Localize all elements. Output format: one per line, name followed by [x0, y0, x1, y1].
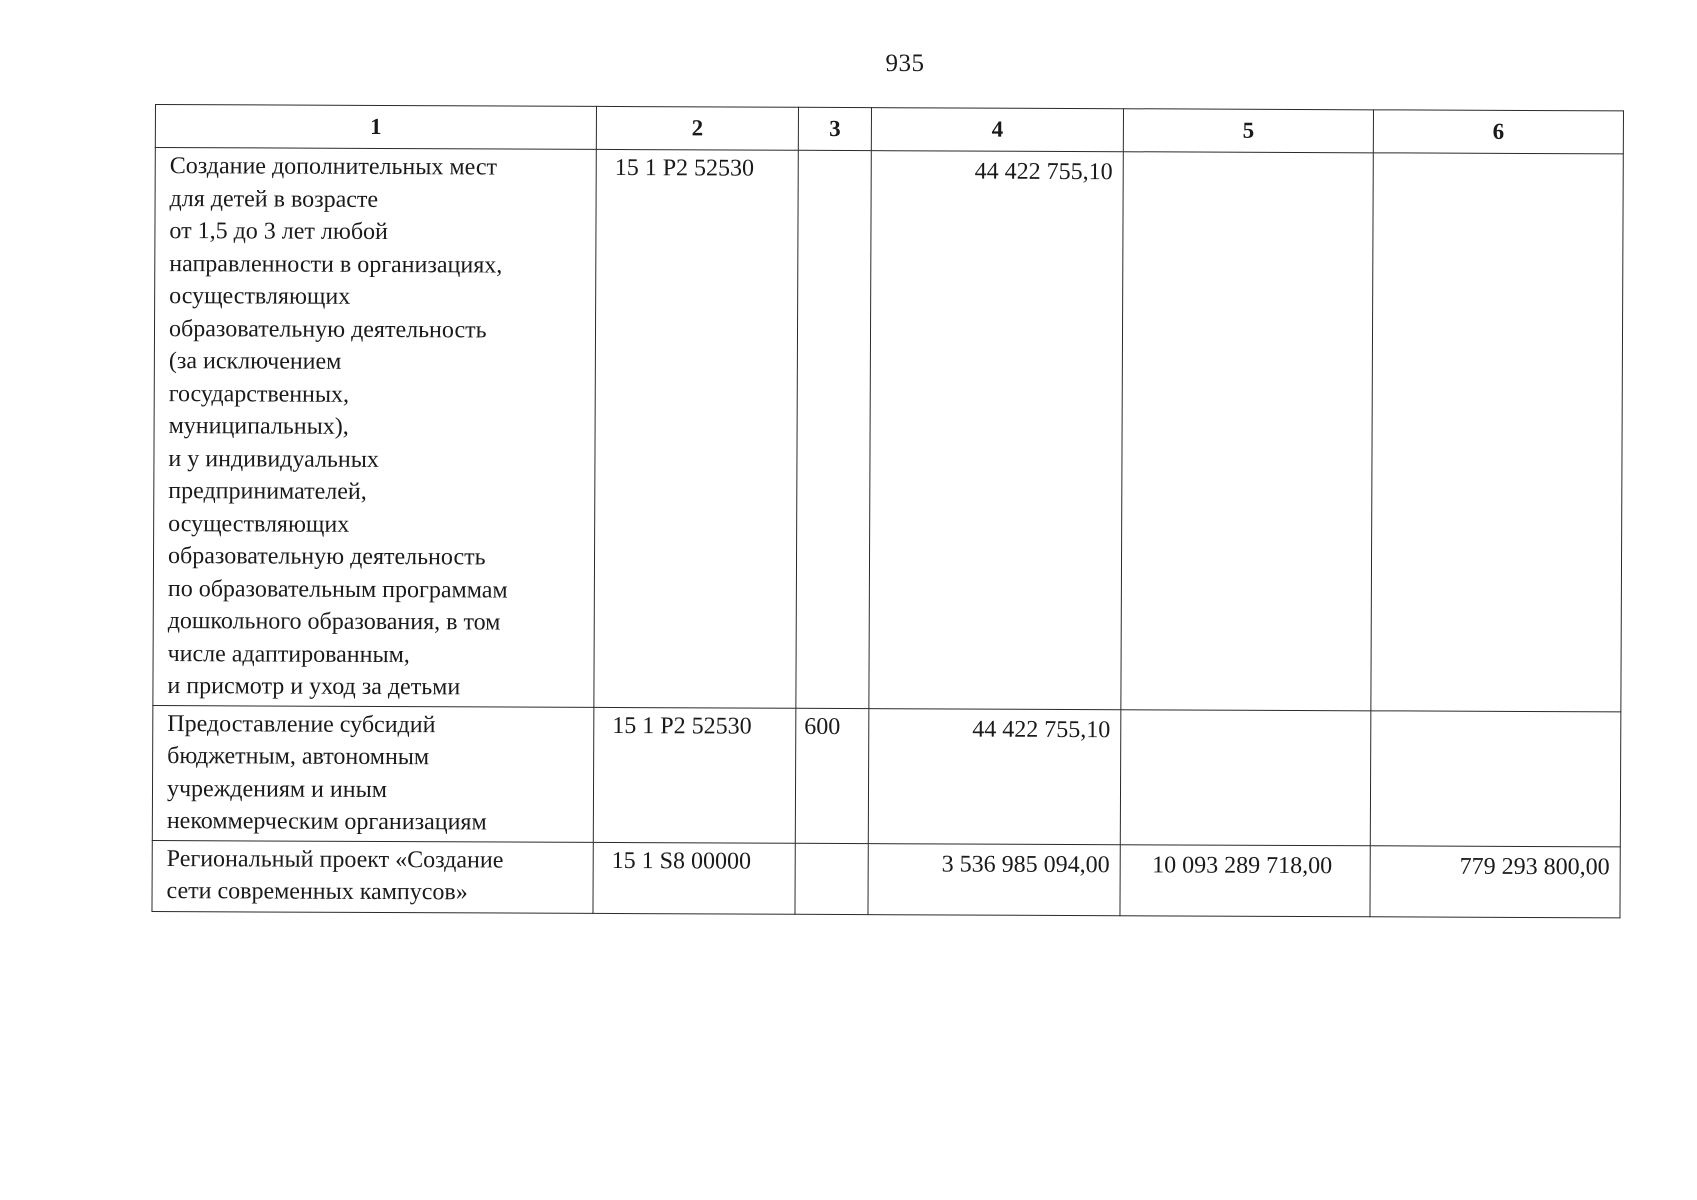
header-col-4: 4 [871, 108, 1123, 152]
name-line: дошкольного образования, в том [167, 608, 501, 636]
header-col-6: 6 [1373, 110, 1623, 154]
table-row [152, 705, 1621, 846]
name-line: Предоставление субсидий [167, 710, 436, 738]
header-col-2: 2 [596, 106, 798, 150]
page-number: 935 [885, 50, 925, 77]
row-type-cell: 600 [795, 708, 869, 843]
name-line: числе адаптированным, [167, 640, 410, 668]
name-line: государственных, [168, 380, 350, 408]
name-line: учреждениям и иным [166, 775, 388, 803]
name-line: от 1,5 до 3 лет любой [169, 218, 388, 246]
row-amount-4-cell: 3 536 985 094,00 [868, 843, 1120, 915]
table-row [153, 148, 1623, 712]
name-line: осуществляющих [169, 283, 351, 310]
row-amount-6-cell [1371, 153, 1623, 712]
name-line: Создание дополнительных мест [169, 153, 498, 181]
row-name-cell [152, 705, 594, 842]
name-line: муниципальных), [168, 413, 349, 440]
name-line: направленности в организациях, [169, 250, 503, 279]
name-line: сети современных кампусов» [166, 878, 468, 906]
row-code-cell: 15 1 S8 00000 [593, 842, 795, 914]
name-line: и присмотр и уход за детьми [167, 673, 461, 701]
row-code-cell: 15 1 Р2 52530 [594, 149, 798, 707]
row-amount-4-cell: 44 422 755,10 [868, 708, 1121, 844]
name-line: некоммерческим организациям [166, 808, 487, 836]
row-amount-5-cell [1121, 152, 1373, 711]
budget-table [151, 104, 1624, 918]
header-col-3: 3 [798, 107, 871, 150]
row-amount-6-cell [1370, 710, 1621, 846]
row-code-cell: 15 1 Р2 52530 [593, 707, 796, 843]
name-line: образовательную деятельность [167, 543, 486, 571]
row-amount-5-cell [1120, 709, 1371, 845]
table-row [152, 840, 1620, 917]
table-header-row [155, 105, 1623, 154]
row-name-cell [152, 840, 593, 913]
row-amount-4-cell: 44 422 755,10 [869, 151, 1123, 710]
name-line: бюджетным, автономным [167, 743, 430, 771]
name-line: и у индивидуальных [168, 445, 379, 473]
name-line: Региональный проект «Создание [166, 845, 504, 874]
row-name-cell [153, 148, 596, 707]
row-type-cell [795, 843, 868, 914]
name-line: предпринимателей, [168, 478, 367, 505]
name-line: образовательную деятельность [168, 315, 487, 343]
name-line: для детей в возрасте [169, 185, 379, 213]
name-line: (за исключением [168, 348, 342, 375]
row-amount-5-cell: 10 093 289 718,00 [1120, 844, 1370, 916]
row-type-cell [796, 150, 871, 708]
header-col-1: 1 [155, 105, 596, 150]
header-col-5: 5 [1123, 109, 1373, 153]
name-line: по образовательным программам [167, 575, 508, 604]
row-amount-6-cell: 779 293 800,00 [1370, 845, 1620, 917]
name-line: осуществляющих [168, 510, 350, 538]
